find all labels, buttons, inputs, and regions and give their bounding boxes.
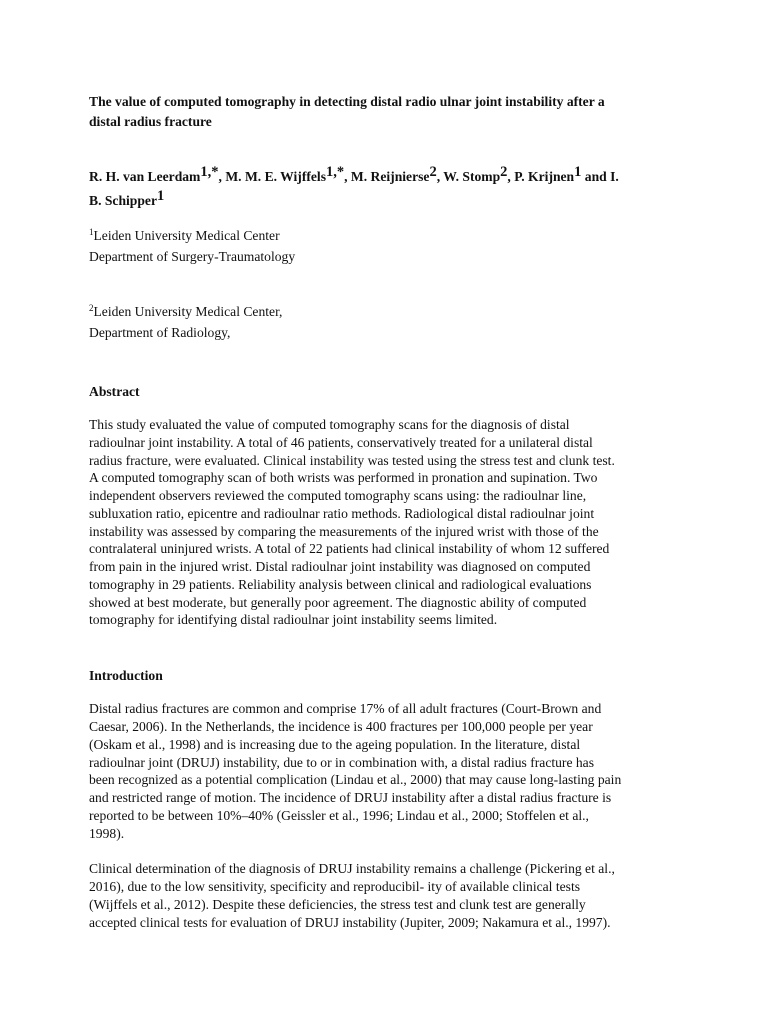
text-line: accepted clinical tests for evaluation of DRUJ instability (Jupiter, 2009; Nakamura et al., 1997). bbox=[89, 914, 611, 930]
affiliation-institution: Leiden University Medical Center, bbox=[93, 304, 283, 319]
text-line: This study evaluated the value of computed tomography scans for the diagnosis of distal bbox=[89, 417, 570, 433]
affiliation-1 bbox=[89, 226, 689, 267]
text-line: and restricted range of motion. The incidence of DRUJ instability after a distal radius fracture is bbox=[89, 790, 612, 806]
affiliation-department: Department of Radiology, bbox=[89, 324, 231, 340]
paper-title bbox=[89, 92, 689, 131]
text-line: Clinical determination of the diagnosis of DRUJ instability remains a challenge (Pickering et al., bbox=[89, 861, 615, 877]
author-name: , M. Reijnierse bbox=[344, 169, 430, 184]
text-line: radioulnar joint (DRUJ) instability, due to or in combination with, a distal radius fracture has bbox=[89, 754, 594, 770]
text-line: 2016), due to the low sensitivity, specificity and reproducibil- ity of available clinical tests bbox=[89, 879, 581, 895]
introduction-heading: Introduction bbox=[89, 668, 163, 684]
abstract-heading: Abstract bbox=[89, 384, 140, 399]
text-line: (Oskam et al., 1998) and is increasing due to the ageing population. In the literature, distal bbox=[89, 736, 581, 752]
author-name: and I. bbox=[581, 169, 619, 184]
author-affiliation-mark: 1,* bbox=[200, 164, 219, 180]
abstract-paragraph bbox=[89, 416, 689, 629]
author-list bbox=[89, 165, 689, 213]
author-affiliation-mark: 1 bbox=[574, 164, 582, 180]
affiliation-institution: Leiden University Medical Center bbox=[93, 228, 280, 243]
author-line bbox=[89, 165, 689, 189]
introduction-paragraph-1 bbox=[89, 700, 689, 842]
text-line: instability was assessed by comparing the measurements of the injured wrist with those of the bbox=[89, 523, 599, 539]
text-line: showed at best moderate, but generally poor agreement. The diagnostic ability of computed bbox=[89, 594, 587, 610]
text-line: contralateral uninjured wrists. A total of 22 patients had clinical instability of whom 12 suffered bbox=[89, 541, 610, 557]
text-line: Caesar, 2006). In the Netherlands, the incidence is 400 fractures per 100,000 people per year bbox=[89, 719, 593, 735]
author-line bbox=[89, 189, 689, 213]
author-name: , P. Krijnen bbox=[507, 169, 575, 184]
text-line: subluxation ratio, epicentre and radioulnar ratio methods. Radiological distal radioulnar joint bbox=[89, 505, 595, 521]
text-line: reported to be between 10%–40% (Geissler et al., 1996; Lindau et al., 2000; Stoffelen et al., bbox=[89, 807, 589, 823]
title-line: The value of computed tomography in detecting distal radio ulnar joint instability after a bbox=[89, 94, 605, 109]
text-line: (Wijffels et al., 2012). Despite these deficiencies, the stress test and clunk test are generally bbox=[89, 896, 586, 912]
paper-page bbox=[89, 92, 689, 931]
text-line: independent observers reviewed the computed tomography scans using: the radioulnar line, bbox=[89, 488, 587, 504]
author-affiliation-mark: 2 bbox=[500, 164, 508, 180]
author-name: B. Schipper bbox=[89, 193, 157, 208]
affiliation-2 bbox=[89, 302, 689, 343]
affiliation-line bbox=[89, 302, 689, 323]
affiliation-mark: 2 bbox=[89, 303, 94, 313]
text-line: radius fracture, were evaluated. Clinical instability was tested using the stress test and clunk test. bbox=[89, 452, 615, 468]
text-line: radioulnar joint instability. A total of 46 patients, conservatively treated for a unilateral distal bbox=[89, 434, 593, 450]
text-line: A computed tomography scan of both wrists was performed in pronation and supination. Two bbox=[89, 470, 598, 486]
text-line: Distal radius fractures are common and comprise 17% of all adult fractures (Court-Brown and bbox=[89, 701, 602, 717]
author-affiliation-mark: 1 bbox=[156, 188, 165, 204]
introduction-paragraph-2 bbox=[89, 860, 689, 931]
author-name: R. H. van Leerdam bbox=[89, 169, 201, 184]
text-line: from pain in the injured wrist. Distal radioulnar joint instability was diagnosed on computed bbox=[89, 559, 591, 575]
title-line: distal radius fracture bbox=[89, 113, 212, 129]
author-affiliation-mark: 1,* bbox=[326, 164, 345, 180]
text-line: tomography for identifying distal radioulnar joint instability seems limited. bbox=[89, 612, 498, 628]
author-name: , W. Stomp bbox=[436, 169, 501, 184]
text-line: tomography in 29 patients. Reliability analysis between clinical and radiological evaluations bbox=[89, 576, 592, 592]
author-name: , M. M. E. Wijffels bbox=[218, 169, 326, 184]
affiliation-department: Department of Surgery-Traumatology bbox=[89, 248, 296, 264]
affiliation-line bbox=[89, 226, 689, 247]
affiliation-mark: 1 bbox=[89, 227, 94, 237]
author-affiliation-mark: 2 bbox=[429, 164, 437, 180]
text-line: 1998). bbox=[89, 825, 125, 841]
text-line: been recognized as a potential complication (Lindau et al., 2000) that may cause long-lasting pain bbox=[89, 772, 622, 788]
